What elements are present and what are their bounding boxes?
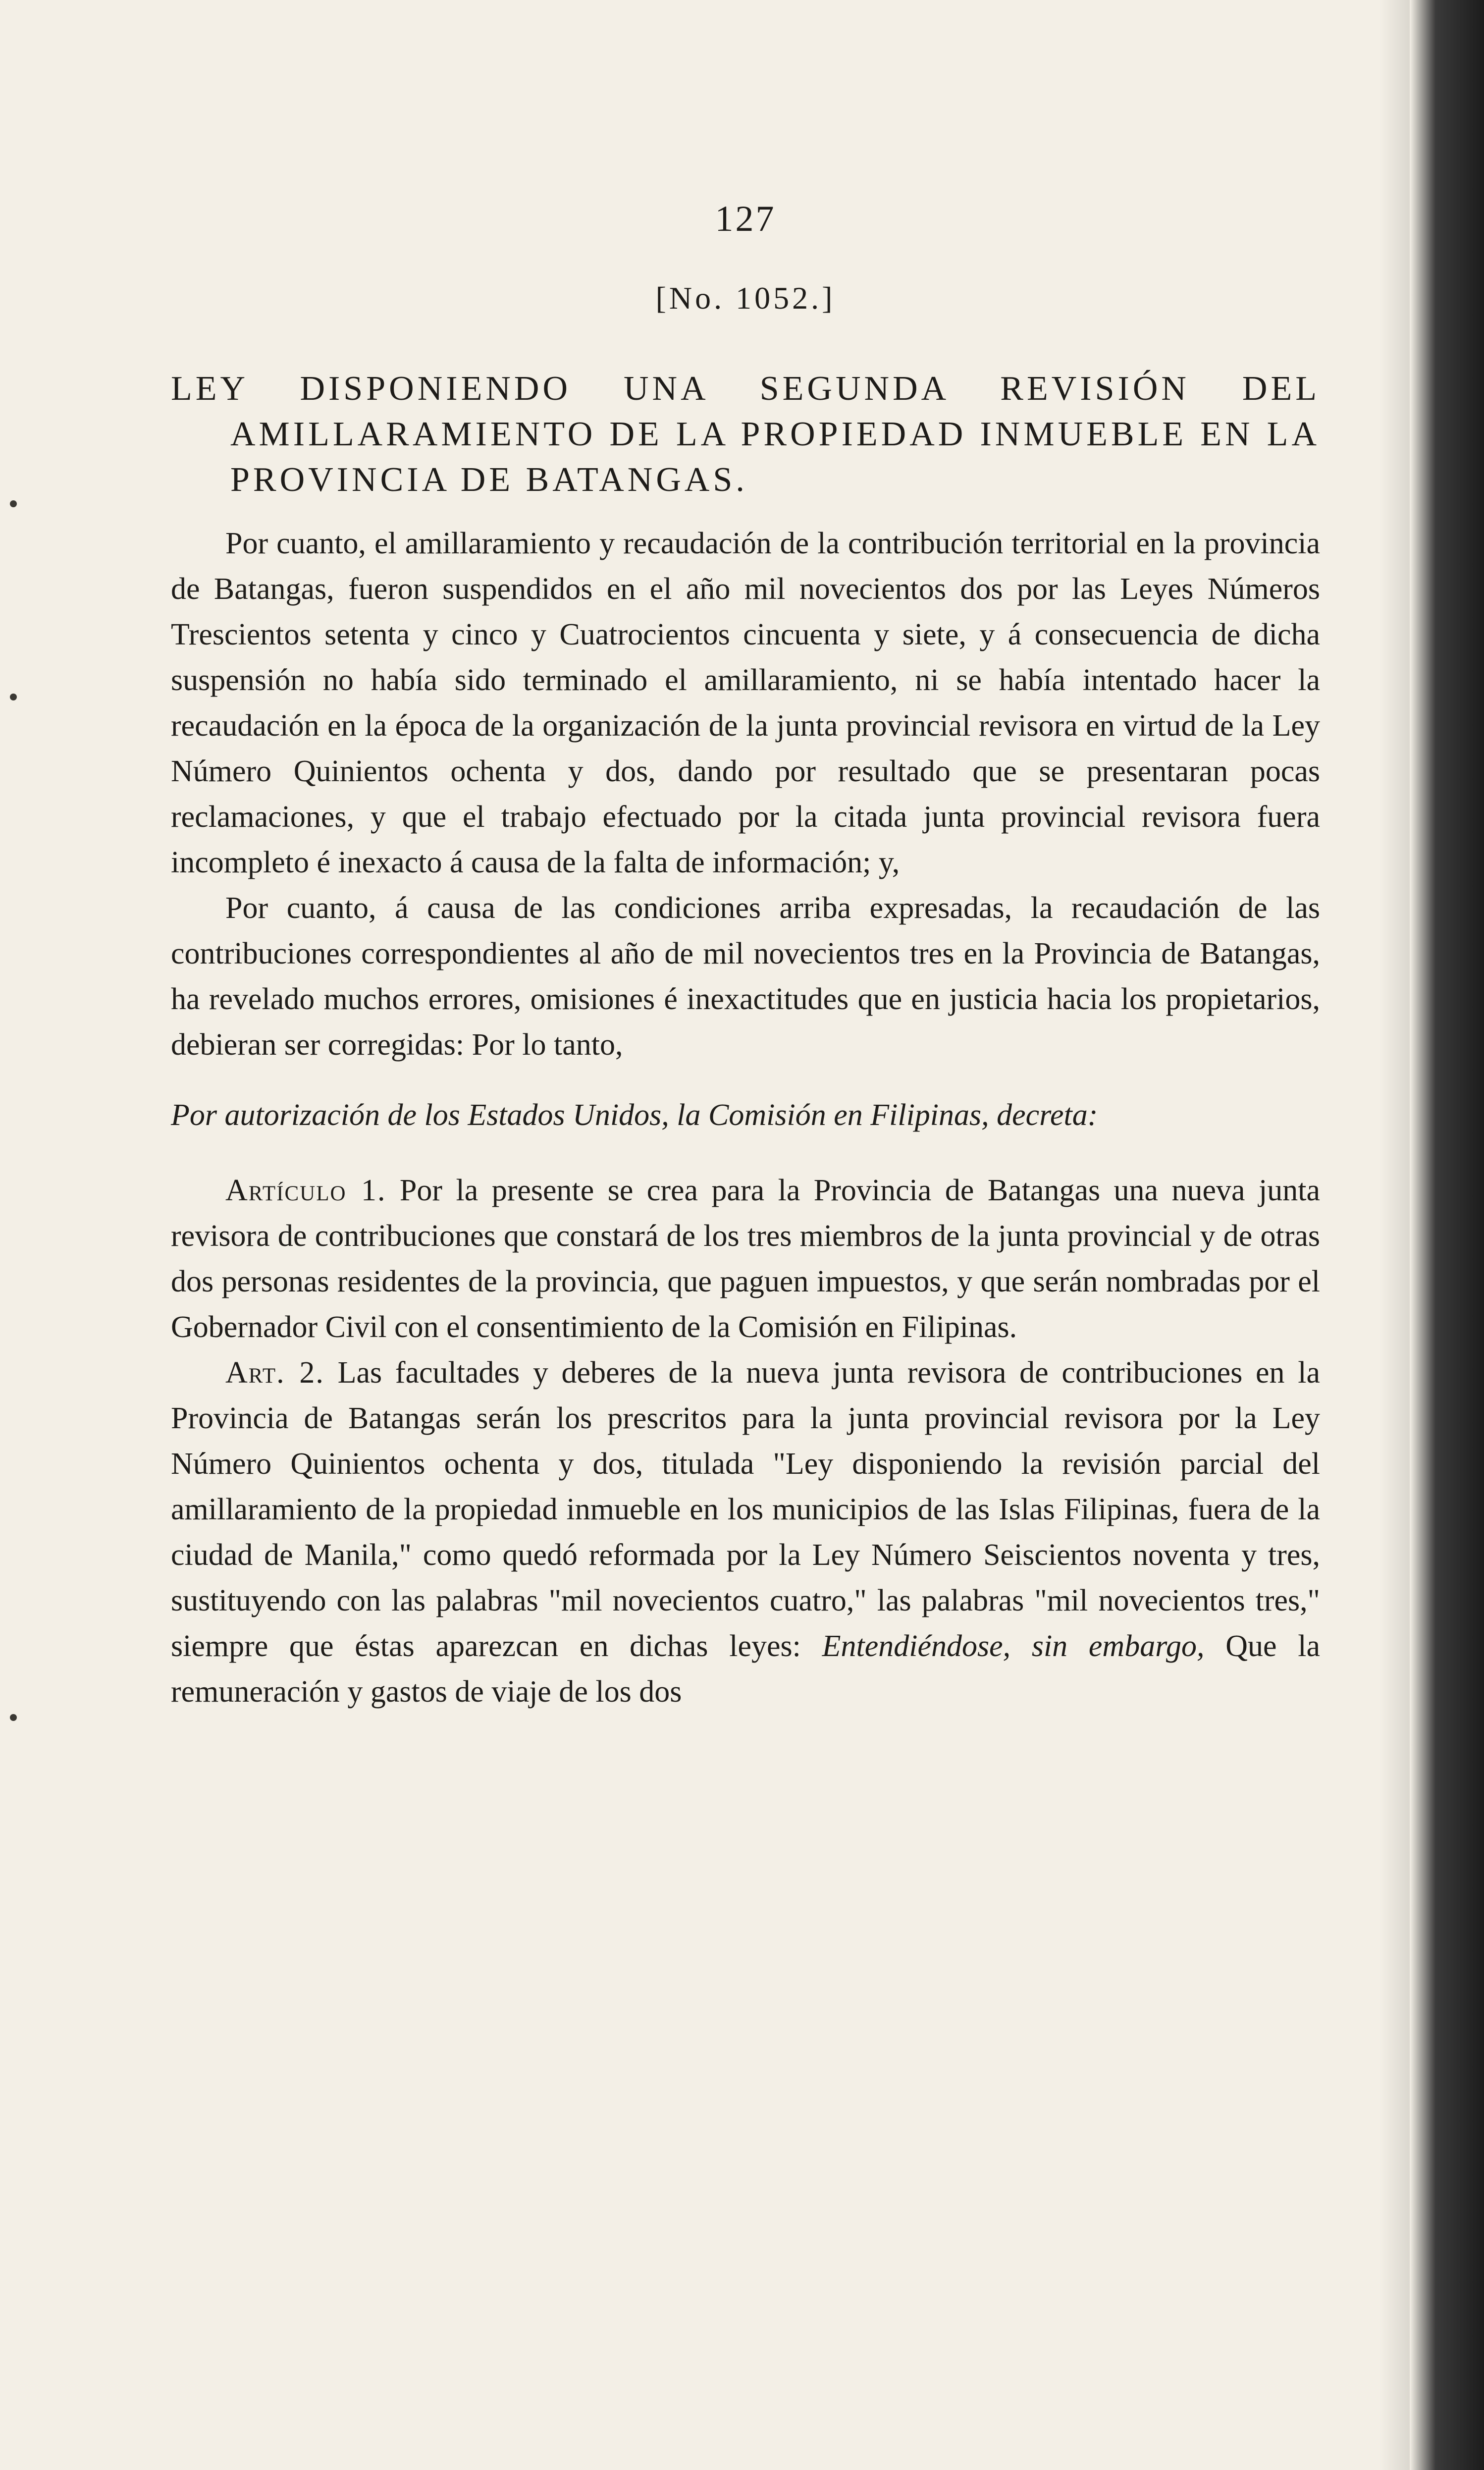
enacting-clause: Por autorización de los Estados Unidos, la Comisión en Filipinas, decreta: — [171, 1098, 1098, 1132]
page-number: 127 — [715, 199, 776, 239]
article-2-text: Las facultades y deberes de la nueva junta revisora de contribuciones en la Provincia de Batangas serán los prescritos para la junta provincial revisora por la Ley Número Quinientos ochenta y dos, titulada "Ley disponiendo la revisión parcial del amillaramiento de la propiedad inmueble en los municipios de las Islas Filipinas, fuera de la ciudad de Manila," como quedó reformada por la Ley Número Seiscientos noventa y tres, sustituyendo con las palabras "mil novecientos cuatro," las palabras "mil novecientos tres," siempre que éstas aparezcan en dichas leyes: — [171, 1356, 1321, 1663]
preamble-paragraph-1: Por cuanto, el amillaramiento y recaudación de la contribución territorial en la provincia de Batangas, fueron suspendidos en el año mil novecientos dos por las Leyes Números Trescientos setenta y cinco y Cuatrocientos cincuenta y siete, y á consecuencia de dicha suspensión no había sido terminado el amillaramiento, ni se había intentado hacer la recaudación en la época de la organización de la junta provincial revisora en virtud de la Ley Número Quinientos ochenta y dos, dando por resultado que se presentaran pocas reclamaciones, y que el trabajo efectuado por la citada junta provincial revisora fuera incompleto é inexacto á causa de la falta de información; y, — [171, 527, 1320, 879]
article-2-proviso-text: Que la remuneración y gastos de viaje de los dos — [171, 1629, 1321, 1709]
article-1-label: Artículo 1. — [225, 1174, 386, 1207]
article-2-proviso-label: Entendiéndose, sin embargo, — [822, 1629, 1205, 1663]
page-edge-gradient — [1380, 0, 1410, 2470]
margin-dot — [10, 1714, 17, 1721]
margin-dot — [10, 694, 17, 700]
page-edge-shadow — [1410, 0, 1484, 2470]
margin-dot — [10, 500, 17, 507]
law-number: [No. 1052.] — [655, 280, 836, 316]
article-2 — [171, 1350, 1320, 1715]
article-1 — [171, 1168, 1320, 1350]
law-title: LEY DISPONIENDO UNA SEGUNDA REVISIÓN DEL AMILLARAMIENTO DE LA PROPIEDAD INMUEBLE EN LA PROVINCIA DE BATANGAS. — [171, 370, 1320, 499]
article-2-label: Art. 2. — [225, 1356, 324, 1390]
preamble-paragraph-2: Por cuanto, á causa de las condiciones arriba expresadas, la recaudación de las contribuciones correspondientes al año de mil novecientos tres en la Provincia de Batangas, ha revelado muchos errores, omisiones é inexactitudes que en justicia hacia los propietarios, debieran ser corregidas: Por lo tanto, — [171, 891, 1320, 1062]
article-1-text: Por la presente se crea para la Provincia de Batangas una nueva junta revisora de contribuciones que constará de los tres miembros de la junta provincial y de otras dos personas residentes de la provincia, que paguen impuestos, y que serán nombradas por el Gobernador Civil con el consentimiento de la Comisión en Filipinas. — [171, 1174, 1320, 1344]
document-page — [171, 198, 1320, 1715]
